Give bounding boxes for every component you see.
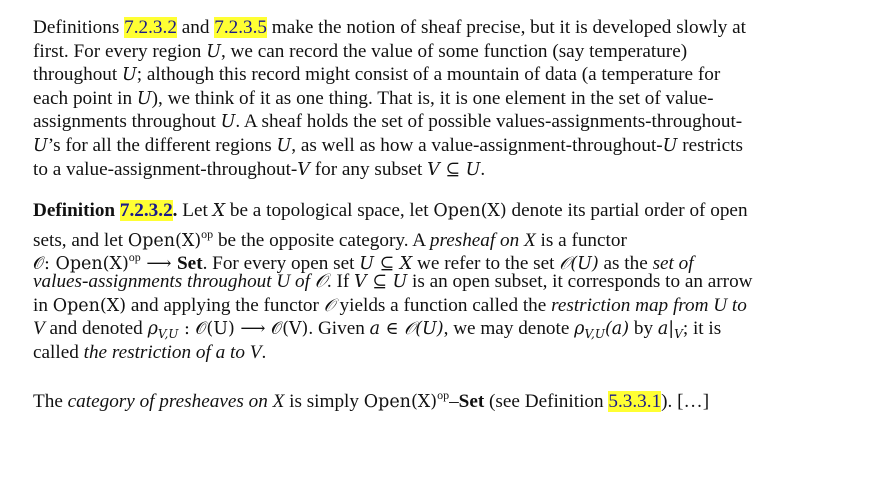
text: yields a function called the [334,294,552,316]
text: ). […] [661,391,710,413]
math-u: U [662,135,678,156]
def-line-3 [33,246,863,275]
p1-line-7 [33,158,863,182]
math-functor: 𝒪: Open(X) [33,254,129,275]
text: is an open subset, it corresponds to an arrow [407,270,753,292]
text: restricts [677,134,743,156]
text: . Given [308,318,370,340]
text: and denoted [44,318,148,340]
def-line-4 [33,270,863,294]
math-u: U [206,41,221,62]
math-set: Set [458,391,485,413]
math-arg: (a) [604,319,630,340]
math-subscript: V [674,327,683,342]
def-line-1 [33,199,863,223]
text: , as well as how a value-assignment-throughout- [291,134,663,156]
math-open-x: Open(X) [363,392,438,413]
text: is a functor [535,229,627,251]
math-restriction-map: : 𝒪(U) ⟶ 𝒪(V) [178,319,309,340]
text: . [172,200,178,222]
math-subset: U ⊆ X [359,254,413,275]
p1-line-1 [33,16,863,40]
text: is simply [284,391,364,413]
text: in [33,294,53,316]
text: . [261,341,267,363]
p1-line-4 [33,87,863,111]
math-set: Set [177,253,203,275]
text: . [480,158,486,180]
text: ; it is [682,318,722,340]
math-subscript: V,U [584,327,605,342]
text: Definitions [33,17,125,38]
text: The [33,391,68,413]
text: Let [177,200,213,222]
def-line-5 [33,294,863,318]
emphasis: set of [652,253,694,275]
emphasis: the restriction of a to V [83,341,262,363]
text: ), we think of it as one thing. That is, it is one element in the set of value- [151,87,714,109]
text: ; although this record might consist of a mountain of data (a temperature for [136,64,721,86]
math-subset: V ⊆ U [354,271,408,292]
text: denote its partial order of open [506,200,748,222]
text: . A sheaf holds the set of possible values-assignments-throughout- [235,111,743,133]
math-open-x: Open(X) [52,295,127,316]
emphasis: V [33,318,45,340]
text: assignments throughout [33,111,221,133]
p1-line-6 [33,134,863,158]
math-o-u: 𝒪(U) [559,254,599,275]
emphasis: presheaf on X [429,229,536,251]
text: each point in [33,87,137,109]
text: as the [598,253,653,275]
text: make the notion of sheaf precise, but it is developed slowly at [266,17,747,38]
def-line-2 [33,223,863,251]
text: be the opposite category. A [213,229,430,251]
text: sets, and let [33,229,128,251]
math-subset: V ⊆ U [427,159,481,180]
ref-link-7-2-3-5[interactable]: 7.2.3.5 [214,17,267,38]
document-page [33,16,863,413]
text: be a topological space, let [225,200,434,222]
p1-line-5 [33,110,863,134]
math-rho: ρ [147,319,158,340]
text: ’s for all the different regions [47,134,277,156]
text: by [629,318,658,340]
text: throughout [33,64,123,86]
math-restrict: a| [657,319,675,340]
text: , we can record the value of some function (say temperature) [220,40,688,62]
p1-line-3 [33,63,863,87]
ref-link-7-2-3-2[interactable]: 7.2.3.2 [119,200,173,222]
text: for any subset [309,158,428,180]
text: – [449,391,459,413]
text: first. For every region [33,40,207,62]
emphasis: restriction map from U to [551,294,747,316]
math-functor: 𝒪 [323,295,335,316]
text: called [33,341,84,363]
text: we refer to the set [412,253,560,275]
math-u: U [220,112,236,133]
text: and applying the functor [126,294,324,316]
math-arrow: ⟶ [140,254,177,275]
def-line-7 [33,341,863,365]
text: , we may denote [443,318,575,340]
math-u: U [276,135,292,156]
math-op: op [201,226,214,241]
def-line-6 [33,317,863,341]
math-u: U [136,88,152,109]
math-u: U [122,65,137,86]
math-op: op [437,388,450,403]
definition-heading: Definition [33,200,120,222]
math-open-x: Open(X) [127,230,202,251]
math-u: U [33,135,48,156]
math-rho: ρ [574,319,585,340]
math-element: a ∈ 𝒪(U) [369,319,444,340]
math-op: op [128,250,141,265]
math-v: V [297,159,310,180]
text: and [176,17,215,38]
math-open-x: Open(X) [433,201,507,222]
emphasis: values-assignments throughout U of 𝒪 [33,270,327,292]
text: . For every open set [202,253,360,275]
emphasis: category of presheaves on X [67,391,285,413]
math-x: X [212,201,226,222]
math-subscript: V,U [157,327,179,342]
text: . If [326,270,355,292]
p1-line-2 [33,40,863,64]
text: to a value-assignment-throughout- [33,158,298,180]
text: (see Definition [484,391,609,413]
p3-line-1 [33,384,863,413]
ref-link-7-2-3-2[interactable]: 7.2.3.2 [124,17,177,38]
ref-link-5-3-3-1[interactable]: 5.3.3.1 [608,391,662,413]
